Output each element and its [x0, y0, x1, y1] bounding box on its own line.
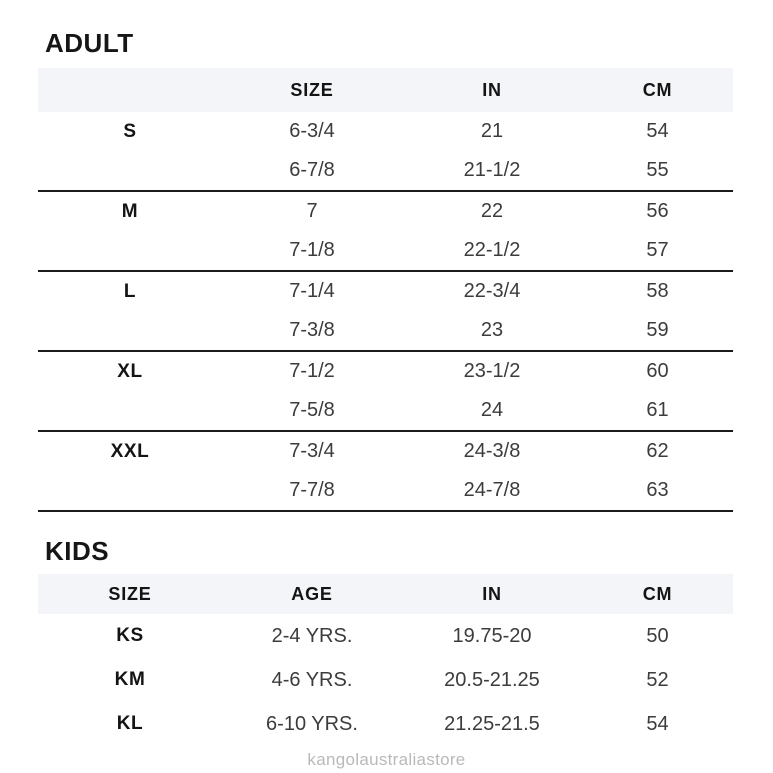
value-cell: 52 [646, 668, 669, 691]
adult-section-title: ADULT [45, 28, 134, 58]
value-cell: 22-3/4 [463, 280, 521, 302]
column-header-in: IN [482, 583, 502, 604]
value-cell: 22 [480, 200, 504, 222]
size-group-xxl [38, 432, 733, 512]
value-cell: 6-7/8 [289, 159, 335, 181]
table-row [38, 112, 733, 151]
value-cell: 20.5-21.25 [444, 668, 540, 691]
value-cell: 6-10 YRS. [266, 712, 358, 735]
value-cell: 61 [646, 399, 669, 421]
size-label-cell: KL [116, 713, 144, 734]
value-cell: 54 [646, 712, 669, 735]
size-group-s [38, 112, 733, 192]
column-header-size: SIZE [108, 583, 152, 604]
table-row [38, 151, 733, 190]
value-cell: 55 [646, 159, 669, 181]
table-row [38, 391, 733, 430]
column-header-size: SIZE [290, 79, 334, 100]
value-cell: 50 [646, 624, 669, 647]
value-cell: 24-7/8 [463, 479, 521, 501]
value-cell: 7-1/8 [289, 239, 335, 261]
value-cell: 58 [646, 280, 669, 302]
kids-size-table [38, 574, 733, 746]
value-cell: 7-5/8 [289, 399, 335, 421]
value-cell: 23 [480, 319, 504, 341]
value-cell: 56 [646, 200, 669, 222]
value-cell: 19.75-20 [452, 624, 532, 647]
table-row [38, 471, 733, 510]
table-row [38, 272, 733, 311]
column-header-cm: CM [642, 583, 673, 604]
size-label-cell: KM [114, 669, 146, 690]
size-label-cell: XXL [110, 440, 150, 462]
size-group-l [38, 272, 733, 352]
value-cell: 21 [480, 120, 504, 142]
size-label-cell: S [123, 120, 137, 142]
value-cell: 24-3/8 [463, 440, 521, 462]
value-cell: 2-4 YRS. [271, 624, 353, 647]
value-cell: 7-1/4 [289, 280, 335, 302]
value-cell: 7-7/8 [289, 479, 335, 501]
value-cell: 62 [646, 440, 669, 462]
value-cell: 21.25-21.5 [444, 712, 540, 735]
size-label-cell: M [121, 200, 139, 222]
value-cell: 57 [646, 239, 669, 261]
value-cell: 4-6 YRS. [271, 668, 353, 691]
table-row [38, 432, 733, 471]
table-row [38, 702, 733, 746]
value-cell: 21-1/2 [463, 159, 521, 181]
table-row [38, 614, 733, 658]
value-cell: 59 [646, 319, 669, 341]
value-cell: 22-1/2 [463, 239, 521, 261]
size-group-xl [38, 352, 733, 432]
size-group-m [38, 192, 733, 272]
column-header-cm: CM [642, 79, 673, 100]
kids-table-header-row [38, 574, 733, 614]
size-label-cell: XL [117, 360, 143, 382]
table-row [38, 352, 733, 391]
value-cell: 7-1/2 [289, 360, 335, 382]
value-cell: 54 [646, 120, 669, 142]
value-cell: 24 [480, 399, 504, 421]
table-row [38, 658, 733, 702]
size-label-cell: L [123, 280, 137, 302]
value-cell: 7-3/4 [289, 440, 335, 462]
value-cell: 60 [646, 360, 669, 382]
adult-table-header-row [38, 68, 733, 112]
value-cell: 7-3/8 [289, 319, 335, 341]
size-label-cell: KS [116, 625, 144, 646]
watermark-text: kangolaustraliastore [307, 750, 466, 769]
value-cell: 23-1/2 [463, 360, 521, 382]
value-cell: 7 [306, 200, 318, 222]
kids-section-title: KIDS [45, 536, 110, 566]
table-row [38, 311, 733, 350]
table-row [38, 192, 733, 231]
column-header-in: IN [482, 79, 502, 100]
adult-size-table [38, 68, 733, 512]
table-row [38, 231, 733, 270]
value-cell: 6-3/4 [289, 120, 335, 142]
value-cell: 63 [646, 479, 669, 501]
column-header-age: AGE [291, 583, 333, 604]
